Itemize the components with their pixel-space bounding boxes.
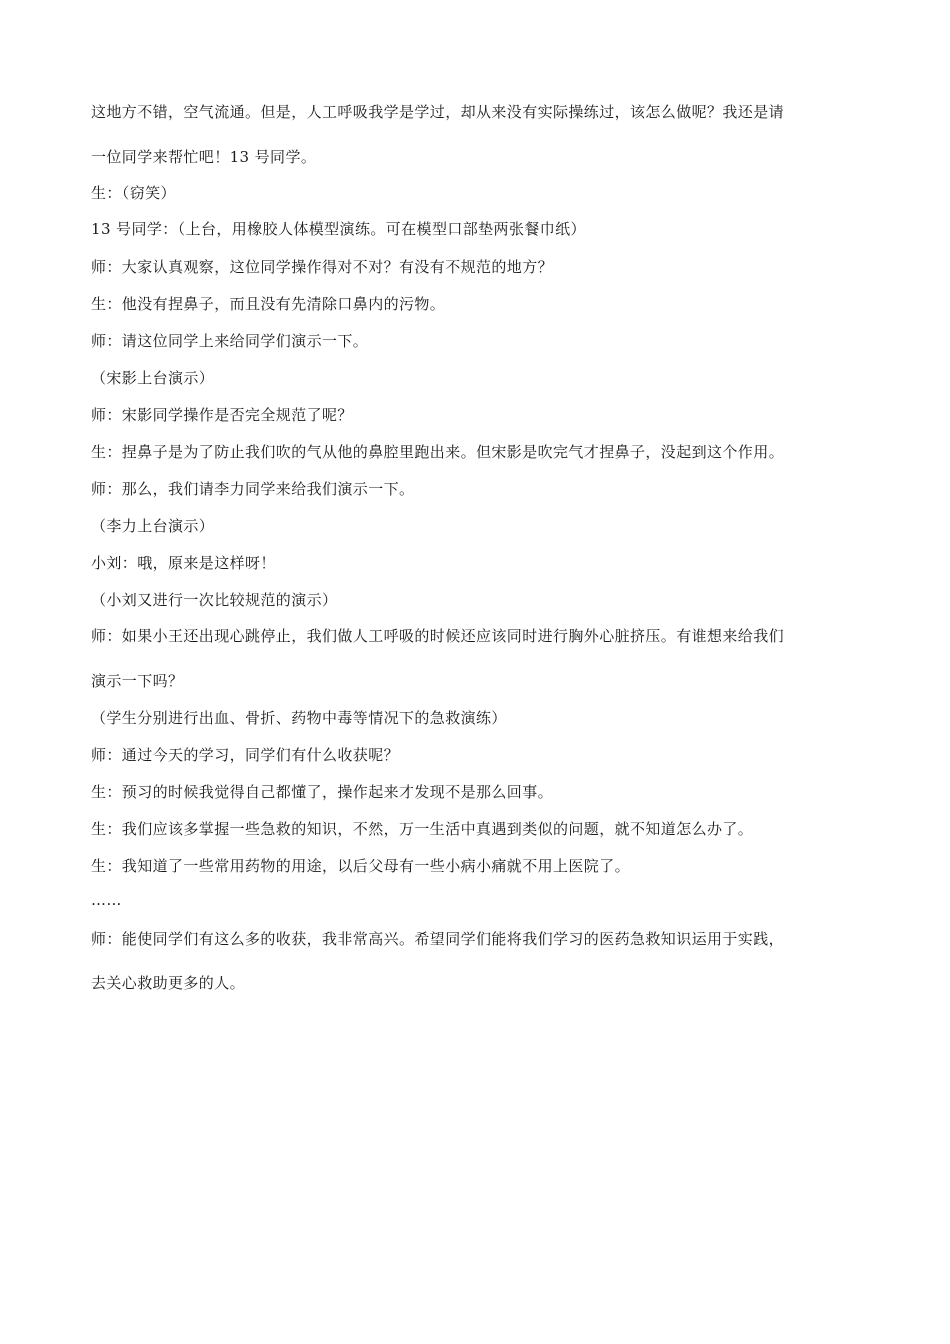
text-line: 师：通过今天的学习，同学们有什么收获呢？ bbox=[91, 746, 400, 764]
text-line: （李力上台演示） bbox=[91, 517, 215, 535]
text-line: 生：我知道了一些常用药物的用途，以后父母有一些小病小痛就不用上医院了。 bbox=[91, 857, 631, 875]
text-line: 师：那么，我们请李力同学来给我们演示一下。 bbox=[91, 480, 415, 498]
text-line: 演示一下吗？ bbox=[91, 672, 184, 690]
text-line: 师：请这位同学上来给同学们演示一下。 bbox=[91, 332, 369, 350]
text-line: 生：我们应该多掌握一些急救的知识，不然，万一生活中真遇到类似的问题，就不知道怎么办了。 bbox=[91, 820, 754, 838]
text-line: 小刘：哦，原来是这样呀！ bbox=[91, 554, 276, 572]
text-line: 师：如果小王还出现心跳停止，我们做人工呼吸的时候还应该同时进行胸外心脏挤压。有谁想来给我们 bbox=[91, 627, 785, 645]
text-line: 生：（窃笑） bbox=[91, 184, 176, 202]
text-line: 生：他没有捏鼻子，而且没有先清除口鼻内的污物。 bbox=[91, 295, 446, 313]
text-line: 师：宋影同学操作是否完全规范了呢？ bbox=[91, 406, 353, 424]
text-line: 师：大家认真观察，这位同学操作得对不对？有没有不规范的地方？ bbox=[91, 258, 554, 276]
text-line: 13 号同学：（上台，用橡胶人体模型演练。可在模型口部垫两张餐巾纸） bbox=[91, 220, 586, 238]
text-line: （宋影上台演示） bbox=[91, 369, 215, 387]
text-line: 这地方不错，空气流通。但是，人工呼吸我学是学过，却从来没有实际操练过，该怎么做呢？我还是请 bbox=[91, 103, 785, 121]
text-line: 生：捏鼻子是为了防止我们吹的气从他的鼻腔里跑出来。但宋影是吹完气才捏鼻子，没起到这个作用。 bbox=[91, 443, 785, 461]
text-line: （学生分别进行出血、骨折、药物中毒等情况下的急救演练） bbox=[91, 709, 507, 727]
text-line: 师：能使同学们有这么多的收获，我非常高兴。希望同学们能将我们学习的医药急救知识运用于实践， bbox=[91, 930, 785, 948]
text-line: …… bbox=[91, 891, 122, 909]
text-line: 去关心救助更多的人。 bbox=[91, 974, 246, 992]
text-line: 生：预习的时候我觉得自己都懂了，操作起来才发现不是那么回事。 bbox=[91, 783, 554, 801]
text-line: （小刘又进行一次比较规范的演示） bbox=[91, 591, 338, 609]
text-line: 一位同学来帮忙吧！13 号同学。 bbox=[91, 148, 317, 166]
